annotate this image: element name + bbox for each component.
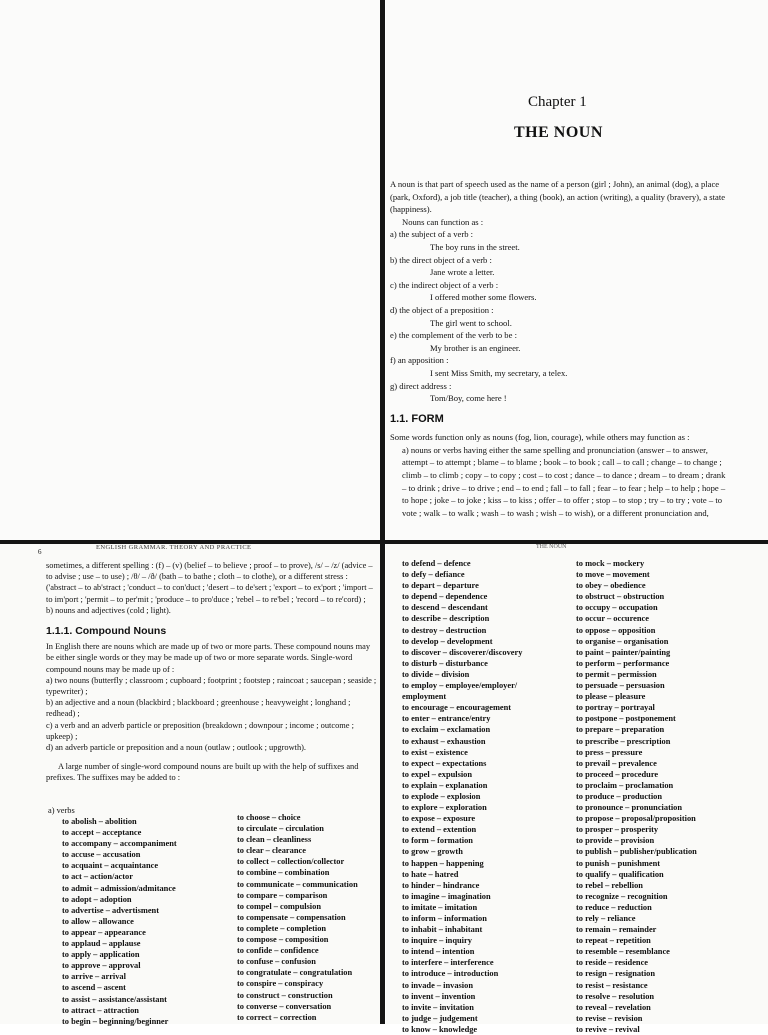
list-item: to expect – expectations: [402, 758, 487, 768]
list-item: to arrive – arrival: [62, 972, 126, 982]
list-item: to intend – intention: [402, 947, 475, 957]
list-item: to recognize – recognition: [576, 891, 668, 901]
list-item: to please – pleasure: [576, 692, 646, 702]
list-item: to propose – proposal/proposition: [576, 814, 696, 824]
chapter-title: THE NOUN: [514, 124, 603, 141]
list-item: to invade – invasion: [402, 980, 473, 990]
list-item: to assist – assistance/assistant: [62, 994, 167, 1004]
list-item: to repeat – repetition: [576, 936, 651, 946]
function-label: e) the complement of the verb to be :: [390, 330, 517, 341]
list-item: to divide – division: [402, 669, 470, 679]
list-item: to reside – residence: [576, 958, 649, 968]
list-item: to provide – provision: [576, 836, 655, 846]
list-item: to expose – exposure: [402, 814, 476, 824]
continuation-body: [46, 560, 378, 784]
function-list: [390, 228, 730, 404]
list-item: to happen – happening: [402, 858, 484, 868]
list-item: to explain – explanation: [402, 780, 488, 790]
list-item: to extend – extention: [402, 825, 477, 835]
function-label: g) direct address :: [390, 380, 452, 391]
list-item: to qualify – qualification: [576, 869, 664, 879]
list-item: to punish – punishment: [576, 858, 661, 868]
function-label: c) the indirect object of a verb :: [390, 279, 499, 290]
compound-point: c) a verb and an adverb particle or preposition (breakdown ; downpour ; income ; outcome ; upkeep) ;: [46, 720, 354, 741]
function-label: d) the object of a preposition :: [390, 304, 494, 315]
chapter-body: [390, 178, 730, 519]
list-item: to applaud – applause: [62, 939, 141, 949]
list-item: to employ – employee/employer/: [402, 681, 518, 691]
list-item: to communicate – communication: [237, 879, 358, 889]
list-item: to proceed – procedure: [576, 769, 659, 779]
function-example: Jane wrote a letter.: [430, 267, 495, 278]
list-item: to describe – description: [402, 614, 490, 624]
list-item: to occur – occurence: [576, 614, 649, 624]
list-item: to perform – performance: [576, 658, 670, 668]
suffix-paragraph: A large number of single-word compound nouns are built up with the help of suffixes and prefixes. The suffixes may be added to :: [46, 762, 359, 783]
list-item: to correct – correction: [237, 1012, 317, 1022]
list-item: to obstruct – obstruction: [576, 592, 665, 602]
page-divider-horizontal: [0, 540, 768, 544]
section-heading: 1.1. FORM: [390, 412, 444, 425]
chapter-label: Chapter 1: [528, 94, 587, 110]
list-item: to clear – clearance: [237, 846, 306, 856]
chapter-page: [386, 0, 768, 540]
list-item: to revive – revival: [576, 1024, 640, 1034]
list-item: to know – knowledge: [402, 1024, 478, 1034]
list-item: to move – movement: [576, 570, 650, 580]
list-item: to occupy – occupation: [576, 603, 658, 613]
list-item: to converse – conversation: [237, 1001, 332, 1011]
list-item: to defy – defiance: [402, 570, 465, 580]
list-item: to pronounce – pronunciation: [576, 803, 683, 813]
list-item: to circulate – circulation: [237, 824, 324, 834]
blank-page: [0, 0, 382, 540]
list-item: to exclaim – exclamation: [402, 725, 491, 735]
function-example: The boy runs in the street.: [430, 241, 520, 252]
list-item: to remain – remainder: [576, 925, 657, 935]
list-item: to press – pressure: [576, 747, 643, 757]
list-item: to ascend – ascent: [62, 983, 126, 993]
list-item: to approve – approval: [62, 961, 141, 971]
list-item: to produce – production: [576, 791, 663, 801]
list-item: to disturb – disturbance: [402, 658, 488, 668]
list-item: to compose – composition: [237, 935, 329, 945]
list-item: to conspire – conspiracy: [237, 979, 324, 989]
list-item: to apply – application: [62, 950, 140, 960]
list-item: to admit – admission/admitance: [62, 883, 176, 893]
list-item: to inhabit – inhabitant: [402, 925, 483, 935]
list-item: to advertise – advertisment: [62, 905, 159, 915]
continuation-page: [0, 544, 382, 1024]
function-example: My brother is an engineer.: [430, 342, 521, 353]
function-label: b) the direct object of a verb :: [390, 254, 492, 265]
verb-column-3: [402, 558, 522, 1035]
page-divider-vertical: [380, 0, 385, 1024]
list-item: to grow – growth: [402, 847, 463, 857]
verb-column-1: [62, 816, 177, 1027]
list-item: to invite – invitation: [402, 1002, 474, 1012]
list-item: to resemble – resemblance: [576, 947, 670, 957]
list-item: to exhaust – exhaustion: [402, 736, 486, 746]
list-item: to explore – exploration: [402, 803, 487, 813]
list-item: to reveal – revelation: [576, 1002, 651, 1012]
list-item: to revise – revision: [576, 1013, 643, 1023]
verb-column-4: [576, 558, 697, 1035]
function-example: The girl went to school.: [430, 317, 512, 328]
list-item: to resign – resignation: [576, 969, 656, 979]
list-item: to enter – entrance/entry: [402, 714, 491, 724]
list-item: to oppose – opposition: [576, 625, 656, 635]
list-item: to begin – beginning/beginner: [62, 1016, 169, 1026]
list-item: to persuade – persuasion: [576, 681, 665, 691]
list-item: to accompany – accompaniment: [62, 839, 177, 849]
form-intro: Some words function only as nouns (fog, lion, courage), while others may function as :: [390, 432, 690, 443]
list-item: to abolish – abolition: [62, 817, 137, 826]
list-item: employment: [402, 692, 447, 702]
list-item: to encourage – encouragement: [402, 703, 512, 713]
list-item: to construct – construction: [237, 990, 333, 1000]
compound-intro: In English there are nouns which are made up of two or more parts. These compound nouns may be either single words or they may be made up of two or more separate words. Single-word compound nouns may be made up of :: [46, 642, 371, 674]
list-item: to prescribe – prescription: [576, 736, 671, 746]
function-example: I sent Miss Smith, my secretary, a telex.: [430, 367, 568, 378]
list-item: to paint – painter/painting: [576, 647, 671, 657]
list-item: to allow – allowance: [62, 916, 134, 926]
list-item: to act – action/actor: [62, 872, 133, 882]
compound-heading: 1.1.1. Compound Nouns: [46, 625, 167, 638]
list-item: to congratulate – congratulation: [237, 968, 353, 978]
noun-definition: A noun is that part of speech used as the name of a person (girl ; John), an animal (dog), a place (park, Oxford), a job title (teacher), a thing (book), an action (writing), a quality (bravery), a state (happiness).: [390, 179, 726, 215]
list-item: to compare – comparison: [237, 890, 328, 900]
list-item: to accuse – accusation: [62, 850, 141, 860]
function-intro: Nouns can function as :: [402, 216, 484, 227]
list-item: to postpone – postponement: [576, 714, 676, 724]
list-item: to portray – portrayal: [576, 703, 655, 713]
list-item: to prosper – prosperity: [576, 825, 659, 835]
list-item: to publish – publisher/publication: [576, 847, 697, 857]
list-item: to inform – information: [402, 914, 487, 923]
list-item: to permit – permission: [576, 669, 657, 679]
function-example: Tom/Boy, come here !: [430, 393, 507, 404]
running-head: ENGLISH GRAMMAR. THEORY AND PRACTICE: [96, 544, 252, 551]
function-label: f) an apposition :: [390, 355, 449, 366]
list-item: to clean – cleanliness: [237, 835, 312, 845]
list-item: to accept – acceptance: [62, 828, 142, 838]
list-item: to exist – existence: [402, 747, 468, 757]
list-item: to descend – descendant: [402, 603, 488, 613]
list-item: to rely – reliance: [576, 914, 636, 923]
list-item: to choose – choice: [237, 813, 301, 822]
list-item: to depart – departure: [402, 581, 479, 591]
list-item: to expel – expulsion: [402, 769, 473, 779]
list-item: to compensate – compensation: [237, 912, 346, 922]
list-item: to hinder – hindrance: [402, 880, 480, 890]
list-item: to organise – organisation: [576, 636, 669, 646]
list-item: to confuse – confusion: [237, 957, 316, 967]
list-page: [386, 544, 768, 1034]
stress-paragraph: sometimes, a different spelling : (f) – (v) (belief – to believe ; proof – to prove), /s/ – /z/ (advice – to advise ; use – to use) ; /θ/ – /ð/ (bath – to bathe ; cloth – to clothe), or a different stress : ('abstract – to ab'stract ; 'conduct – to con'duct ; 'desert – to de'sert ; 'export – to ex'port ; 'import – to im'port ; 'permit – to per'mit ; 'produce – to pro'duce ; 'rebel – to re'bel ; 'record – to re'cord) ;: [46, 561, 373, 604]
function-label: a) the subject of a verb :: [390, 229, 474, 240]
list-item: to collect – collection/collector: [237, 857, 345, 867]
list-item: to appear – appearance: [62, 927, 146, 937]
list-item: to destroy – destruction: [402, 625, 487, 635]
list-item: to explode – explosion: [402, 791, 481, 801]
list-item: to mock – mockery: [576, 559, 645, 568]
running-head: THE NOUN: [536, 544, 567, 550]
compound-point: d) an adverb particle or preposition and a noun (outlaw ; outlook ; upgrowth).: [46, 743, 307, 753]
list-item: to resist – resistance: [576, 980, 648, 990]
list-item: to introduce – introduction: [402, 969, 499, 979]
page-number: 6: [38, 548, 42, 556]
list-item: to form – formation: [402, 836, 473, 846]
list-item: to compel – compulsion: [237, 901, 321, 911]
compound-list: [46, 675, 378, 753]
list-item: to judge – judgement: [402, 1013, 478, 1023]
list-item: to complete – completion: [237, 923, 327, 933]
list-item: to acquaint – acquaintance: [62, 861, 159, 871]
list-item: to interfere – interference: [402, 958, 494, 968]
list-item: to depend – dependence: [402, 592, 488, 602]
function-example: I offered mother some flowers.: [430, 292, 537, 303]
list-item: to proclaim – proclamation: [576, 780, 674, 790]
list-item: to reduce – reduction: [576, 902, 652, 912]
compound-point: a) two nouns (butterfly ; classroom ; cupboard ; footprint ; footstep ; raincoat ; saucepan ; seaside ; typewriter) ;: [46, 675, 377, 697]
list-item: to develop – development: [402, 636, 493, 646]
list-item: to imagine – imagination: [402, 891, 491, 901]
verb-column-2: [237, 812, 358, 1023]
list-item: to confide – confidence: [237, 946, 319, 956]
list-item: to rebel – rebellion: [576, 880, 643, 890]
list-item: to invent – invention: [402, 991, 476, 1001]
verbs-label: a) verbs: [48, 806, 75, 815]
list-item: to combine – combination: [237, 868, 330, 878]
list-item: to imitate – imitation: [402, 902, 478, 912]
list-item: to hate – hatred: [402, 869, 459, 879]
list-item: to obey – obedience: [576, 581, 646, 591]
form-point-a: a) nouns or verbs having either the same spelling and pronunciation (answer – to answer, attempt – to attempt ; blame – to blame ; book – to book ; call – to call ; change – to change ; climb – to climb ; copy – to copy ; cost – to cost ; dance – to dance ; dream – to dream ; drank – to drink ; drive – to drive ; end – to end ; fall – to fall ; fear – to fear ; help – to help ; hope – to hope ; joke – to joke ; kiss – to kiss ; offer – to offer ; stop – to stop ; try – to try ; vote – to vote ; walk – to walk ; wash – to wash ; wish – to wish), or a different pronunciation and,: [402, 444, 726, 518]
list-item: to resolve – resolution: [576, 991, 655, 1001]
list-item: to attract – attraction: [62, 1005, 139, 1015]
list-item: to prevail – prevalence: [576, 758, 657, 768]
compound-point: b) an adjective and a noun (blackbird ; blackboard ; greenhouse ; heavyweight ; longhand ; redhead) ;: [46, 698, 351, 719]
list-item: to defend – defence: [402, 559, 471, 568]
list-item: to adopt – adoption: [62, 894, 132, 904]
list-item: to prepare – preparation: [576, 725, 665, 735]
list-item: to inquire – inquiry: [402, 936, 472, 946]
list-item: to discover – discoverer/discovery: [402, 647, 523, 657]
point-b: b) nouns and adjectives (cold ; light).: [46, 605, 171, 615]
